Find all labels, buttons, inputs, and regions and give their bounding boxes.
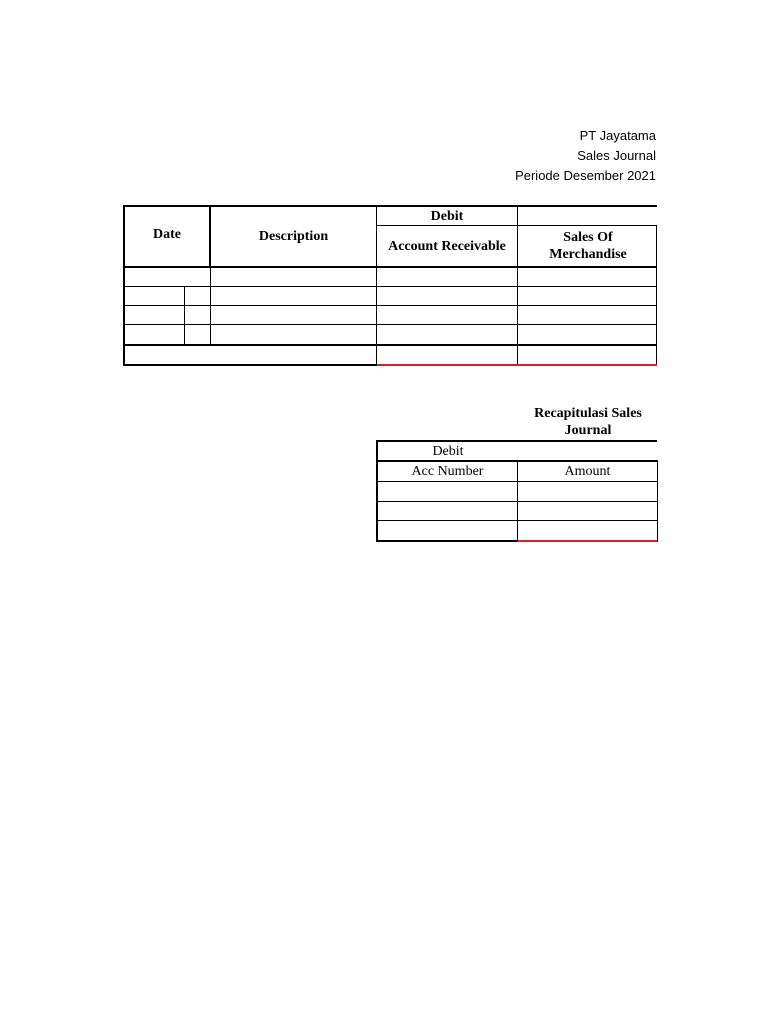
table-border [184, 286, 185, 345]
recap-underline-red [518, 540, 658, 542]
recap-amount-header: Amount [564, 464, 611, 479]
recap-border [657, 460, 658, 542]
row-line [123, 305, 657, 306]
col-account-receivable-header: Account Receivable [388, 238, 506, 254]
journal-name: Sales Journal [577, 148, 656, 163]
period-label: Periode Desember 2021 [515, 168, 656, 183]
recap-border [376, 540, 518, 542]
col-sales-merchandise-header: Sales Of Merchandise [549, 230, 627, 262]
row-line [185, 286, 657, 287]
recap-acc-number-header: Acc Number [411, 464, 484, 479]
col-description-header: Description [258, 229, 329, 244]
col-date-header: Date [153, 227, 181, 242]
col-debit-header: Debit [430, 208, 464, 224]
row-line [123, 344, 657, 346]
total-underline-red [377, 364, 657, 366]
row-line [123, 324, 657, 325]
recap-debit-header: Debit [432, 443, 464, 459]
company-name: PT Jayatama [579, 128, 656, 143]
row-line [123, 286, 185, 287]
table-border [123, 266, 657, 268]
table-border [210, 268, 211, 345]
recap-title: Recapitulasi Sales Journal [534, 406, 642, 438]
total-row-line [123, 364, 377, 366]
